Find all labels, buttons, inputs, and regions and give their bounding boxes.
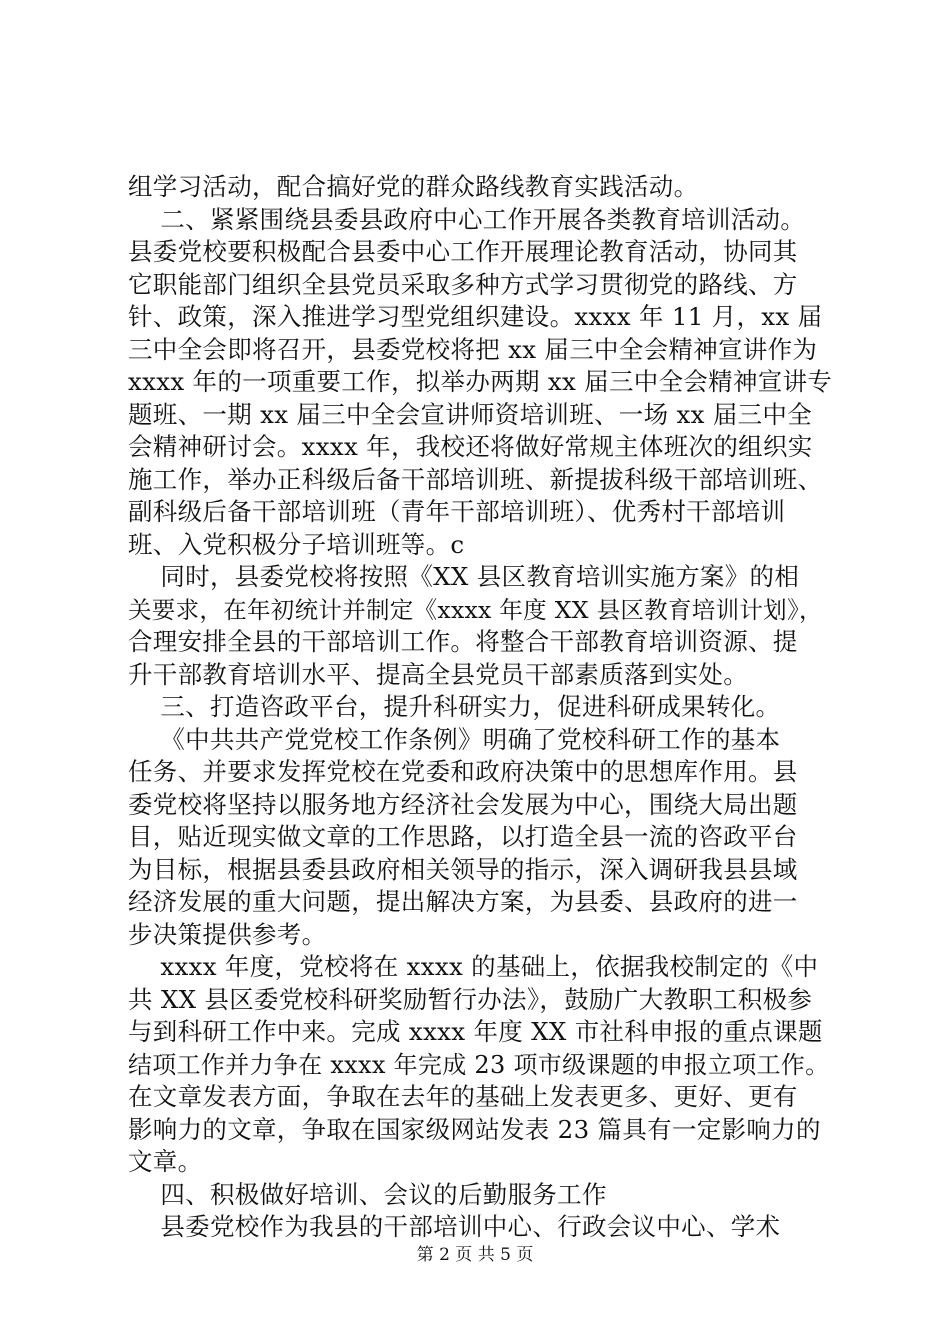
text-line: 结项工作并力争在 xxxx 年完成 23 项市级课题的申报立项工作。	[128, 1050, 830, 1079]
document-body	[128, 171, 833, 1244]
text-line: 委党校将坚持以服务地方经济社会发展为中心，围绕大局出题	[128, 789, 798, 819]
text-line: 副科级后备干部培训班（青年干部培训班）、优秀村干部培训	[128, 497, 786, 526]
text-line: 三中全会即将召开，县委党校将把 xx 届三中全会精神宣讲作为	[128, 334, 818, 364]
text-line: 施工作，举办正科级后备干部培训班、新提拔科级干部培训班、	[128, 464, 823, 494]
text-line: 《中共共产党党校工作条例》明确了党校科研工作的基本	[128, 724, 781, 754]
text-line: xxxx 年度，党校将在 xxxx 的基础上，依据我校制定的《中	[128, 952, 819, 981]
text-line: 合理安排全县的干部培训工作。将整合干部教育培训资源、提	[128, 627, 798, 656]
section-heading-2: 二、紧紧围绕县委县政府中心工作开展各类教育培训活动。	[128, 204, 806, 234]
page-footer: 第 2 页 共 5 页	[416, 1245, 534, 1265]
text-line: 经济发展的重大问题，提出解决方案，为县委、县政府的进一	[128, 887, 798, 916]
text-line: 在文章发表方面，争取在去年的基础上发表更多、更好、更有	[128, 1082, 798, 1111]
section-heading-3: 三、打造咨政平台，提升科研实力，促进科研成果转化。	[128, 692, 781, 721]
text-line: 县委党校要积极配合县委中心工作开展理论教育活动，协同其	[128, 237, 798, 266]
text-line: 任务、并要求发挥党校在党委和政府决策中的思想库作用。县	[128, 757, 798, 786]
text-line: 组学习活动，配合搞好党的群众路线教育实践活动。	[128, 172, 699, 201]
text-line: 县委党校作为我县的干部培训中心、行政会议中心、学术	[128, 1212, 781, 1241]
text-line: 同时，县委党校将按照《XX 县区教育培训实施方案》的相	[128, 562, 800, 591]
text-line: 共 XX 县区委党校科研奖励暂行办法》，鼓励广大教职工积极参	[128, 984, 813, 1014]
text-line: 文章。	[128, 1147, 203, 1176]
text-line: 班、入党积极分子培训班等。c	[128, 529, 465, 559]
text-line: 与到科研工作中来。完成 xxxx 年度 XX 市社科申报的重点课题	[128, 1017, 823, 1046]
text-line: 影响力的文章，争取在国家级网站发表 23 篇具有一定影响力的	[128, 1114, 821, 1144]
text-line: xxxx 年的一项重要工作，拟举办两期 xx 届三中全会精神宣讲专	[128, 367, 833, 396]
text-line: 题班、一期 xx 届三中全会宣讲师资培训班、一场 xx 届三中全	[128, 399, 813, 429]
section-heading-4: 四、积极做好培训、会议的后勤服务工作	[128, 1179, 607, 1209]
text-line: 目，贴近现实做文章的工作思路，以打造全县一流的咨政平台	[128, 822, 798, 851]
text-line: 它职能部门组织全县党员采取多种方式学习贯彻党的路线、方	[128, 269, 798, 299]
text-line: 为目标，根据县委县政府相关领导的指示，深入调研我县县域	[128, 854, 798, 884]
text-line: 关要求，在年初统计并制定《xxxx 年度 XX 县区教育培训计划》，	[128, 595, 823, 624]
text-line: 针、政策，深入推进学习型党组织建设。xxxx 年 11 月，xx 届	[128, 302, 823, 331]
text-line: 升干部教育培训水平、提高全县党员干部素质落到实处。	[128, 659, 748, 689]
text-line: 步决策提供参考。	[128, 919, 327, 949]
text-line: 会精神研讨会。xxxx 年，我校还将做好常规主体班次的组织实	[128, 432, 813, 461]
